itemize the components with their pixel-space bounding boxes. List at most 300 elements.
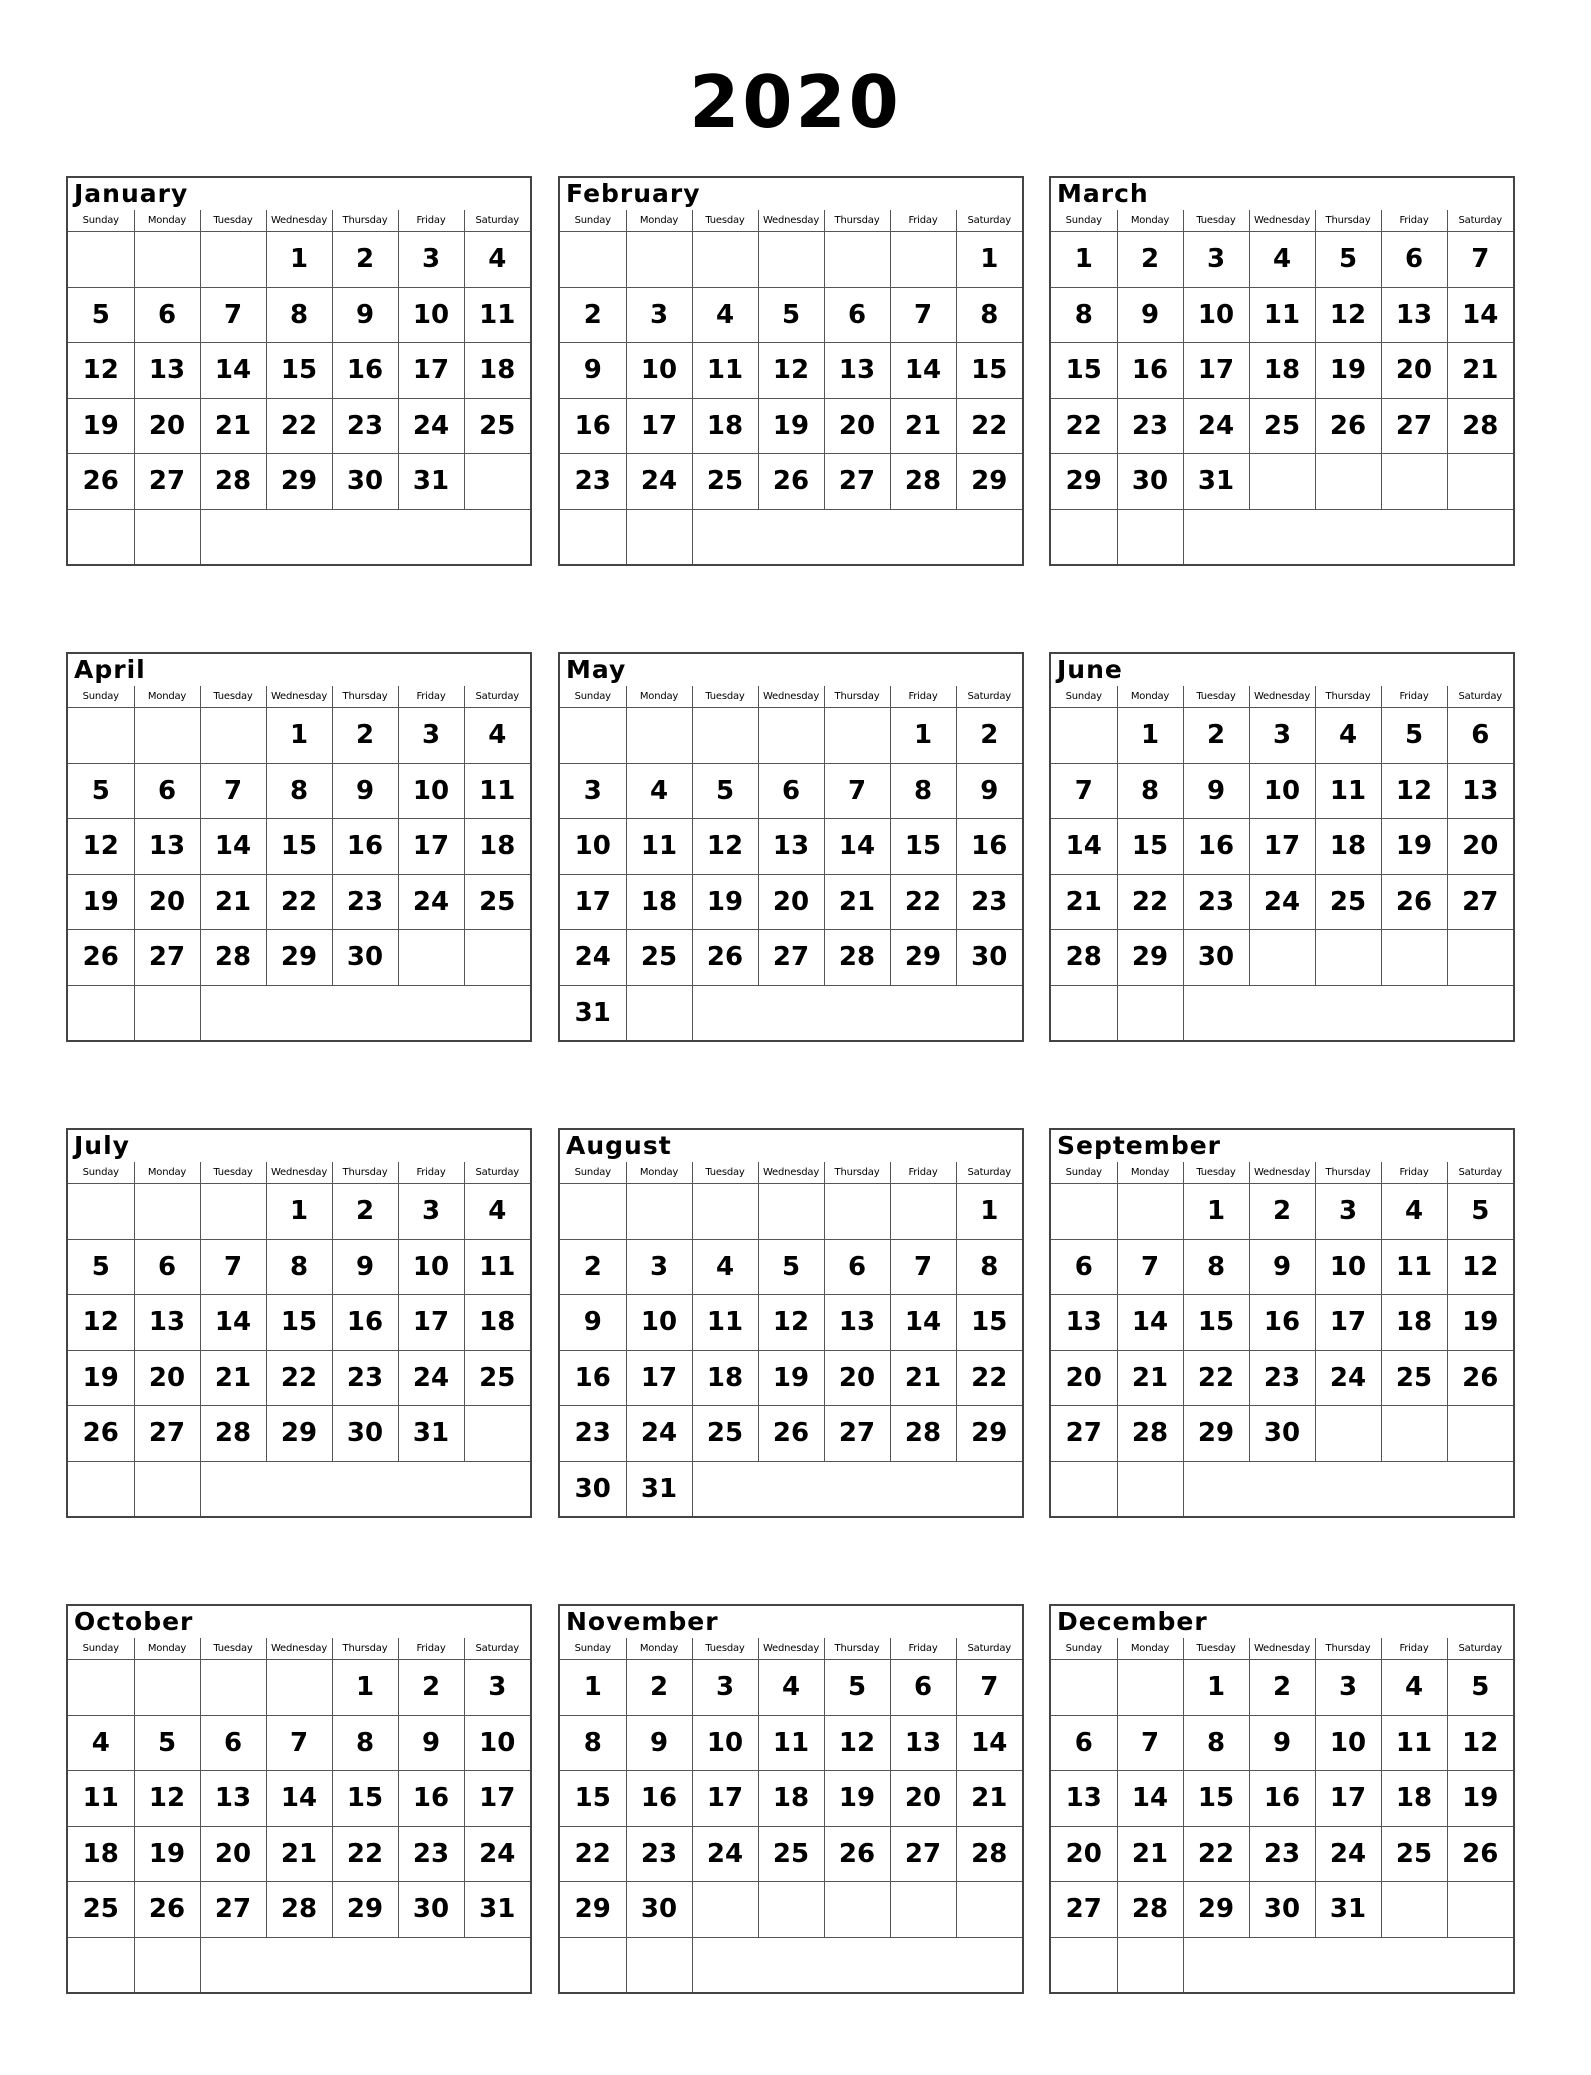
day-cell: 24 bbox=[1249, 874, 1315, 929]
day-cell: 24 bbox=[398, 1350, 464, 1405]
day-cell bbox=[1447, 930, 1513, 985]
day-cell: 28 bbox=[200, 454, 266, 509]
day-cell: 26 bbox=[68, 1406, 134, 1461]
day-cell: 3 bbox=[1183, 232, 1249, 287]
day-cell: 29 bbox=[956, 454, 1022, 509]
day-cell: 16 bbox=[1249, 1295, 1315, 1350]
weekday-label: Friday bbox=[890, 1162, 956, 1184]
day-cell bbox=[1051, 985, 1117, 1040]
week-row bbox=[560, 1295, 1022, 1350]
day-cell: 28 bbox=[1117, 1406, 1183, 1461]
weekday-label: Thursday bbox=[824, 1638, 890, 1660]
day-cell: 29 bbox=[956, 1406, 1022, 1461]
day-cell: 15 bbox=[266, 819, 332, 874]
weekday-label: Tuesday bbox=[1183, 686, 1249, 708]
week-row bbox=[1051, 1239, 1513, 1294]
day-cell: 31 bbox=[1183, 454, 1249, 509]
day-cell: 9 bbox=[626, 1715, 692, 1770]
week-row bbox=[560, 1715, 1022, 1770]
day-cell: 12 bbox=[1447, 1715, 1513, 1770]
weekday-label: Tuesday bbox=[1183, 210, 1249, 232]
day-cell: 16 bbox=[560, 398, 626, 453]
day-cell: 10 bbox=[398, 763, 464, 818]
weekday-label: Tuesday bbox=[692, 1162, 758, 1184]
month-name: October bbox=[74, 1607, 194, 1636]
day-cell bbox=[758, 1882, 824, 1937]
day-cell bbox=[560, 708, 626, 763]
day-cell: 30 bbox=[332, 1406, 398, 1461]
day-cell: 6 bbox=[824, 287, 890, 342]
day-cell bbox=[626, 509, 692, 564]
month-grid bbox=[68, 1638, 530, 1992]
day-cell: 12 bbox=[134, 1771, 200, 1826]
day-cell bbox=[890, 232, 956, 287]
day-cell: 26 bbox=[1315, 398, 1381, 453]
day-cell: 22 bbox=[1183, 1350, 1249, 1405]
weekday-label: Thursday bbox=[824, 686, 890, 708]
day-cell: 23 bbox=[1249, 1826, 1315, 1881]
month-name: June bbox=[1057, 655, 1123, 684]
weekday-label: Monday bbox=[1117, 1162, 1183, 1184]
day-cell bbox=[1183, 509, 1513, 564]
day-cell bbox=[1117, 985, 1183, 1040]
day-cell: 9 bbox=[560, 343, 626, 398]
month-november bbox=[558, 1604, 1024, 1994]
day-cell: 18 bbox=[464, 819, 530, 874]
day-cell: 9 bbox=[1249, 1715, 1315, 1770]
day-cell bbox=[1249, 454, 1315, 509]
day-cell bbox=[200, 1660, 266, 1715]
day-cell bbox=[134, 1184, 200, 1239]
day-cell: 28 bbox=[956, 1826, 1022, 1881]
week-row bbox=[560, 1350, 1022, 1405]
day-cell: 5 bbox=[824, 1660, 890, 1715]
day-cell: 21 bbox=[890, 1350, 956, 1405]
weekday-label: Tuesday bbox=[1183, 1638, 1249, 1660]
day-cell: 19 bbox=[824, 1771, 890, 1826]
day-cell: 26 bbox=[68, 454, 134, 509]
day-cell: 22 bbox=[266, 1350, 332, 1405]
month-name: August bbox=[566, 1131, 672, 1160]
weekday-label: Wednesday bbox=[266, 1162, 332, 1184]
day-cell bbox=[692, 708, 758, 763]
day-cell: 22 bbox=[332, 1826, 398, 1881]
day-cell: 19 bbox=[1447, 1771, 1513, 1826]
weekday-label: Monday bbox=[626, 1162, 692, 1184]
day-cell: 9 bbox=[1183, 763, 1249, 818]
week-row bbox=[560, 874, 1022, 929]
weekday-label: Thursday bbox=[332, 686, 398, 708]
day-cell bbox=[134, 1937, 200, 1992]
month-name: September bbox=[1057, 1131, 1221, 1160]
day-cell: 18 bbox=[1249, 343, 1315, 398]
day-cell: 24 bbox=[626, 454, 692, 509]
week-row bbox=[1051, 1715, 1513, 1770]
day-cell bbox=[134, 1461, 200, 1516]
weekday-label: Wednesday bbox=[1249, 686, 1315, 708]
day-cell: 3 bbox=[692, 1660, 758, 1715]
week-row bbox=[1051, 398, 1513, 453]
day-cell bbox=[68, 1461, 134, 1516]
day-cell: 18 bbox=[464, 343, 530, 398]
day-cell: 18 bbox=[1315, 819, 1381, 874]
day-cell: 27 bbox=[758, 930, 824, 985]
day-cell: 28 bbox=[890, 454, 956, 509]
month-march bbox=[1049, 176, 1515, 566]
day-cell: 4 bbox=[1381, 1184, 1447, 1239]
day-cell bbox=[200, 509, 530, 564]
day-cell: 4 bbox=[464, 708, 530, 763]
day-cell: 16 bbox=[626, 1771, 692, 1826]
weekday-label: Monday bbox=[626, 686, 692, 708]
day-cell: 25 bbox=[692, 454, 758, 509]
day-cell: 4 bbox=[68, 1715, 134, 1770]
day-cell: 7 bbox=[890, 287, 956, 342]
weekday-label: Wednesday bbox=[758, 1638, 824, 1660]
weekday-label: Tuesday bbox=[200, 1638, 266, 1660]
week-row bbox=[68, 1771, 530, 1826]
day-cell: 3 bbox=[398, 232, 464, 287]
weekday-label: Monday bbox=[1117, 1638, 1183, 1660]
day-cell bbox=[1117, 509, 1183, 564]
day-cell: 23 bbox=[332, 874, 398, 929]
day-cell bbox=[1117, 1184, 1183, 1239]
weekday-label: Saturday bbox=[464, 1638, 530, 1660]
day-cell: 20 bbox=[1051, 1350, 1117, 1405]
day-cell bbox=[626, 232, 692, 287]
day-cell: 21 bbox=[1447, 343, 1513, 398]
day-cell: 3 bbox=[626, 287, 692, 342]
day-cell: 4 bbox=[692, 1239, 758, 1294]
day-cell bbox=[560, 1184, 626, 1239]
day-cell: 6 bbox=[1051, 1239, 1117, 1294]
day-cell: 16 bbox=[332, 1295, 398, 1350]
day-cell: 25 bbox=[1249, 398, 1315, 453]
day-cell: 8 bbox=[1183, 1239, 1249, 1294]
day-cell: 5 bbox=[758, 1239, 824, 1294]
day-cell: 23 bbox=[1249, 1350, 1315, 1405]
day-cell: 4 bbox=[464, 232, 530, 287]
day-cell: 10 bbox=[626, 343, 692, 398]
day-cell: 14 bbox=[200, 1295, 266, 1350]
day-cell: 8 bbox=[560, 1715, 626, 1770]
weekday-label: Tuesday bbox=[692, 210, 758, 232]
day-cell: 14 bbox=[1117, 1295, 1183, 1350]
day-cell: 20 bbox=[134, 874, 200, 929]
week-row bbox=[560, 1660, 1022, 1715]
day-cell: 29 bbox=[266, 930, 332, 985]
weekday-header-row bbox=[560, 686, 1022, 708]
week-row bbox=[1051, 930, 1513, 985]
day-cell: 4 bbox=[758, 1660, 824, 1715]
day-cell: 30 bbox=[626, 1882, 692, 1937]
day-cell: 1 bbox=[560, 1660, 626, 1715]
day-cell: 13 bbox=[1381, 287, 1447, 342]
day-cell: 23 bbox=[626, 1826, 692, 1881]
weekday-label: Sunday bbox=[1051, 1162, 1117, 1184]
day-cell: 12 bbox=[1447, 1239, 1513, 1294]
day-cell: 26 bbox=[758, 1406, 824, 1461]
weekday-label: Friday bbox=[890, 686, 956, 708]
day-cell: 25 bbox=[692, 1406, 758, 1461]
day-cell: 5 bbox=[68, 1239, 134, 1294]
week-row bbox=[1051, 819, 1513, 874]
day-cell: 24 bbox=[1315, 1826, 1381, 1881]
day-cell: 19 bbox=[758, 398, 824, 453]
day-cell: 12 bbox=[68, 819, 134, 874]
weekday-label: Sunday bbox=[560, 1162, 626, 1184]
day-cell bbox=[1447, 454, 1513, 509]
weekday-label: Friday bbox=[890, 210, 956, 232]
day-cell: 1 bbox=[956, 1184, 1022, 1239]
day-cell: 5 bbox=[68, 763, 134, 818]
weekday-label: Wednesday bbox=[1249, 1162, 1315, 1184]
weekday-label: Friday bbox=[1381, 686, 1447, 708]
day-cell bbox=[1447, 1882, 1513, 1937]
day-cell: 4 bbox=[464, 1184, 530, 1239]
day-cell: 15 bbox=[956, 343, 1022, 398]
weekday-label: Monday bbox=[134, 686, 200, 708]
week-row bbox=[68, 1350, 530, 1405]
day-cell: 27 bbox=[1381, 398, 1447, 453]
day-cell: 29 bbox=[1051, 454, 1117, 509]
day-cell: 29 bbox=[1183, 1882, 1249, 1937]
week-row bbox=[68, 1937, 530, 1992]
day-cell: 25 bbox=[464, 1350, 530, 1405]
day-cell: 18 bbox=[464, 1295, 530, 1350]
day-cell bbox=[200, 708, 266, 763]
day-cell: 6 bbox=[134, 287, 200, 342]
day-cell: 1 bbox=[266, 708, 332, 763]
week-row bbox=[68, 232, 530, 287]
week-row bbox=[68, 819, 530, 874]
day-cell: 23 bbox=[398, 1826, 464, 1881]
day-cell: 10 bbox=[1315, 1239, 1381, 1294]
day-cell: 19 bbox=[758, 1350, 824, 1405]
weekday-label: Saturday bbox=[1447, 210, 1513, 232]
day-cell: 21 bbox=[956, 1771, 1022, 1826]
weekday-label: Friday bbox=[1381, 210, 1447, 232]
day-cell: 10 bbox=[560, 819, 626, 874]
day-cell: 23 bbox=[332, 398, 398, 453]
week-row bbox=[68, 874, 530, 929]
day-cell: 5 bbox=[1381, 708, 1447, 763]
day-cell: 11 bbox=[464, 763, 530, 818]
day-cell bbox=[692, 1937, 1022, 1992]
day-cell bbox=[200, 985, 530, 1040]
day-cell: 28 bbox=[200, 1406, 266, 1461]
day-cell: 9 bbox=[332, 287, 398, 342]
week-row bbox=[68, 509, 530, 564]
month-december bbox=[1049, 1604, 1515, 1994]
day-cell bbox=[200, 1461, 530, 1516]
week-row bbox=[68, 1239, 530, 1294]
day-cell: 7 bbox=[890, 1239, 956, 1294]
day-cell: 30 bbox=[332, 454, 398, 509]
day-cell bbox=[134, 509, 200, 564]
day-cell: 24 bbox=[692, 1826, 758, 1881]
day-cell: 25 bbox=[1315, 874, 1381, 929]
day-cell bbox=[1381, 1406, 1447, 1461]
week-row bbox=[560, 1461, 1022, 1516]
day-cell: 16 bbox=[1249, 1771, 1315, 1826]
week-row bbox=[560, 232, 1022, 287]
day-cell: 20 bbox=[758, 874, 824, 929]
day-cell: 14 bbox=[200, 343, 266, 398]
day-cell: 27 bbox=[200, 1882, 266, 1937]
day-cell: 2 bbox=[332, 232, 398, 287]
day-cell bbox=[692, 1882, 758, 1937]
day-cell: 22 bbox=[956, 398, 1022, 453]
day-cell: 13 bbox=[1051, 1771, 1117, 1826]
day-cell: 3 bbox=[464, 1660, 530, 1715]
day-cell: 19 bbox=[692, 874, 758, 929]
day-cell: 3 bbox=[1315, 1660, 1381, 1715]
day-cell: 29 bbox=[266, 454, 332, 509]
day-cell: 15 bbox=[332, 1771, 398, 1826]
day-cell: 14 bbox=[200, 819, 266, 874]
week-row bbox=[1051, 1826, 1513, 1881]
week-row bbox=[68, 1295, 530, 1350]
day-cell bbox=[1183, 985, 1513, 1040]
day-cell: 30 bbox=[1117, 454, 1183, 509]
day-cell: 17 bbox=[398, 1295, 464, 1350]
day-cell: 29 bbox=[890, 930, 956, 985]
day-cell: 17 bbox=[398, 343, 464, 398]
day-cell: 1 bbox=[1183, 1660, 1249, 1715]
day-cell: 4 bbox=[1315, 708, 1381, 763]
week-row bbox=[68, 454, 530, 509]
day-cell: 29 bbox=[560, 1882, 626, 1937]
day-cell: 10 bbox=[1249, 763, 1315, 818]
day-cell: 26 bbox=[68, 930, 134, 985]
day-cell: 25 bbox=[1381, 1826, 1447, 1881]
weekday-label: Saturday bbox=[1447, 686, 1513, 708]
day-cell: 25 bbox=[68, 1882, 134, 1937]
month-grid bbox=[68, 210, 530, 564]
day-cell bbox=[134, 985, 200, 1040]
day-cell bbox=[68, 708, 134, 763]
day-cell: 10 bbox=[1183, 287, 1249, 342]
week-row bbox=[1051, 1461, 1513, 1516]
day-cell bbox=[758, 1184, 824, 1239]
day-cell: 19 bbox=[68, 1350, 134, 1405]
day-cell: 5 bbox=[68, 287, 134, 342]
day-cell: 7 bbox=[1117, 1715, 1183, 1770]
weekday-label: Monday bbox=[626, 210, 692, 232]
day-cell: 4 bbox=[692, 287, 758, 342]
day-cell bbox=[692, 1461, 1022, 1516]
weekday-label: Sunday bbox=[560, 210, 626, 232]
day-cell: 27 bbox=[824, 1406, 890, 1461]
day-cell: 19 bbox=[1447, 1295, 1513, 1350]
week-row bbox=[68, 985, 530, 1040]
week-row bbox=[560, 819, 1022, 874]
day-cell: 11 bbox=[1381, 1715, 1447, 1770]
day-cell: 10 bbox=[464, 1715, 530, 1770]
day-cell bbox=[1249, 930, 1315, 985]
day-cell: 13 bbox=[824, 343, 890, 398]
month-grid bbox=[560, 1638, 1022, 1992]
weekday-label: Tuesday bbox=[200, 1162, 266, 1184]
day-cell: 24 bbox=[560, 930, 626, 985]
day-cell: 16 bbox=[560, 1350, 626, 1405]
weekday-label: Saturday bbox=[956, 1162, 1022, 1184]
day-cell: 9 bbox=[398, 1715, 464, 1770]
day-cell: 15 bbox=[1051, 343, 1117, 398]
month-grid bbox=[560, 1162, 1022, 1516]
day-cell: 7 bbox=[1051, 763, 1117, 818]
week-row bbox=[560, 1406, 1022, 1461]
weekday-label: Tuesday bbox=[1183, 1162, 1249, 1184]
day-cell bbox=[626, 985, 692, 1040]
week-row bbox=[1051, 708, 1513, 763]
day-cell: 27 bbox=[1051, 1406, 1117, 1461]
weekday-label: Tuesday bbox=[200, 686, 266, 708]
month-name: March bbox=[1057, 179, 1149, 208]
day-cell: 18 bbox=[692, 398, 758, 453]
day-cell: 22 bbox=[890, 874, 956, 929]
day-cell: 11 bbox=[464, 287, 530, 342]
day-cell: 19 bbox=[134, 1826, 200, 1881]
week-row bbox=[1051, 1937, 1513, 1992]
weekday-label: Monday bbox=[134, 1638, 200, 1660]
day-cell: 23 bbox=[332, 1350, 398, 1405]
month-april bbox=[66, 652, 532, 1042]
day-cell: 28 bbox=[1117, 1882, 1183, 1937]
weekday-label: Friday bbox=[890, 1638, 956, 1660]
day-cell: 24 bbox=[1183, 398, 1249, 453]
month-grid bbox=[1051, 686, 1513, 1040]
day-cell: 15 bbox=[1117, 819, 1183, 874]
week-row bbox=[1051, 454, 1513, 509]
day-cell bbox=[1381, 1882, 1447, 1937]
weekday-label: Wednesday bbox=[1249, 210, 1315, 232]
month-grid bbox=[1051, 1638, 1513, 1992]
day-cell: 20 bbox=[1051, 1826, 1117, 1881]
week-row bbox=[560, 1882, 1022, 1937]
day-cell bbox=[1051, 1660, 1117, 1715]
day-cell: 23 bbox=[560, 1406, 626, 1461]
day-cell bbox=[68, 232, 134, 287]
day-cell bbox=[824, 1184, 890, 1239]
day-cell: 7 bbox=[200, 287, 266, 342]
day-cell: 28 bbox=[1447, 398, 1513, 453]
day-cell: 30 bbox=[956, 930, 1022, 985]
week-row bbox=[1051, 1771, 1513, 1826]
day-cell: 26 bbox=[692, 930, 758, 985]
day-cell: 2 bbox=[560, 287, 626, 342]
day-cell bbox=[1051, 1461, 1117, 1516]
day-cell bbox=[266, 1660, 332, 1715]
day-cell: 21 bbox=[200, 398, 266, 453]
week-row bbox=[1051, 1406, 1513, 1461]
weekday-header-row bbox=[68, 686, 530, 708]
week-row bbox=[560, 398, 1022, 453]
day-cell: 9 bbox=[332, 763, 398, 818]
weekday-label: Wednesday bbox=[266, 1638, 332, 1660]
weekday-label: Monday bbox=[134, 210, 200, 232]
day-cell: 1 bbox=[890, 708, 956, 763]
day-cell: 3 bbox=[1315, 1184, 1381, 1239]
day-cell: 28 bbox=[890, 1406, 956, 1461]
month-grid bbox=[1051, 1162, 1513, 1516]
day-cell bbox=[692, 985, 1022, 1040]
day-cell: 26 bbox=[824, 1826, 890, 1881]
day-cell: 14 bbox=[824, 819, 890, 874]
day-cell: 10 bbox=[692, 1715, 758, 1770]
week-row bbox=[560, 1771, 1022, 1826]
